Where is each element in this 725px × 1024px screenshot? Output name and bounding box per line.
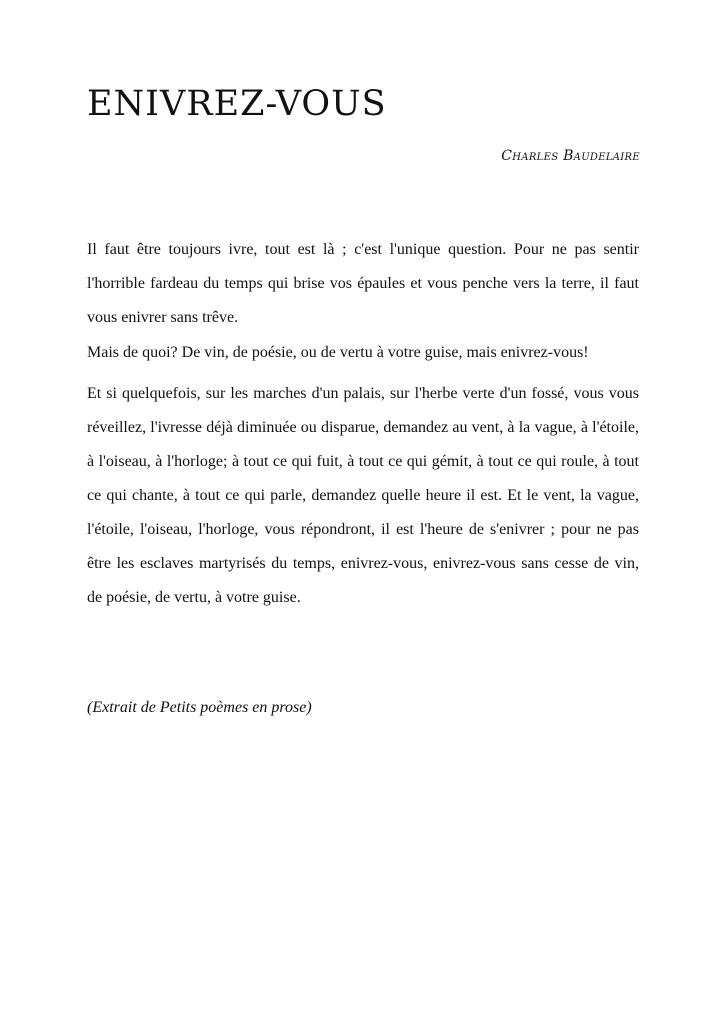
poem-title: ENIVREZ-VOUS [87,84,387,124]
paragraph-2: Mais de quoi? De vin, de poésie, ou de vertu à votre guise, mais enivrez-vous! [87,344,589,361]
author-name: Charles Baudelaire [501,148,640,164]
paragraph-3: Et si quelquefois, sur les marches d'un palais, sur l'herbe verte d'un fossé, vous vous réveillez, l'ivresse déjà diminuée ou disparue, demandez au vent, à la vague, à l'étoile, à l'oiseau, à l'horloge; à tout ce qui fuit, à tout ce qui gémit, à tout ce qui roule, à tout ce qui chante, à tout ce qui parle, demandez quelle heure il est. Et le vent, la vague, l'étoile, l'oiseau, l'horloge, vous répondront, il est l'heure de s'enivrer ; pour ne pas être les esclaves martyrisés du temps, enivrez-vous, enivrez-vous sans cesse de vin, de poésie, de vertu, à votre guise. [87,385,639,606]
source-citation: (Extrait de Petits poèmes en prose) [87,699,312,716]
paragraph-1: Il faut être toujours ivre, tout est là ; c'est l'unique question. Pour ne pas sentir l'horrible fardeau du temps qui brise vos épaules et vous penche vers la terre, il faut vous enivrer sans trêve. [87,241,639,326]
